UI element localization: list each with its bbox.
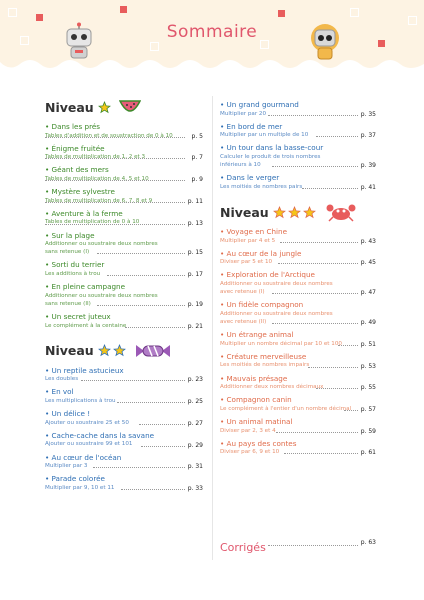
entry-title: • Géant des mers [45, 165, 109, 175]
level-label: Niveau [45, 99, 94, 115]
watermelon-icon [119, 99, 141, 115]
entry-title: • En vol [45, 387, 74, 397]
toc-entry[interactable] [220, 417, 376, 435]
toc-entry[interactable] [220, 143, 376, 169]
entry-page: p. 11 [187, 197, 203, 205]
entry-title: • Sorti du terrier [45, 260, 105, 270]
entry-page: p. 61 [360, 449, 376, 457]
entry-subtitle: Additionner deux nombres décimaux [220, 384, 324, 391]
entry-title: • Au pays des contes [220, 438, 297, 448]
crab-icon [326, 202, 356, 222]
toc-column-right [220, 100, 376, 460]
entry-subtitle: Calculer le produit de trois nombres [220, 153, 321, 160]
entry-title: • Un secret juteux [45, 312, 111, 322]
entry-subtitle: Additionner ou soustraire deux nombres [220, 280, 333, 287]
entry-subtitle: avec retenue (I) [220, 289, 265, 296]
entry-page: p. 9 [191, 176, 203, 184]
entry-title: • Cache-cache dans la savane [45, 430, 155, 440]
entry-title: • Un fidèle compagnon [220, 300, 304, 310]
entry-subtitle: Les doubles [45, 376, 79, 383]
toc-entry[interactable] [45, 474, 203, 492]
entry-subtitle: sans retenue (I) [45, 249, 90, 256]
entry-page: p. 47 [360, 289, 376, 297]
entry-title: • Exploration de l'Arctique [220, 270, 315, 280]
entry-subtitle: Tables de multiplication de 0 à 10 [45, 219, 140, 226]
entry-subtitle: Tables de multiplication de 4, 5 et 10 [45, 175, 149, 182]
toc-entry[interactable] [45, 409, 203, 427]
entry-subtitle: Ajouter ou soustraire 99 et 101 [45, 441, 133, 448]
entry-title: • Un reptile astucieux [45, 365, 124, 375]
entry-page: p. 7 [191, 154, 203, 162]
entry-title: • Dans le verger [220, 173, 280, 183]
toc-entry[interactable] [45, 453, 203, 471]
entry-title: • Aventure à la ferme [45, 208, 123, 218]
star-icon [273, 206, 286, 219]
entry-page: p. 37 [360, 132, 376, 140]
page-title: Sommaire [166, 22, 258, 42]
corriges-page: p. 63 [360, 539, 376, 546]
entry-subtitle: Diviser par 5 et 10 [220, 259, 273, 266]
toc-entry[interactable] [220, 249, 376, 267]
entry-page: p. 49 [360, 319, 376, 327]
entry-page: p. 59 [360, 427, 376, 435]
entry-subtitle: Le complément à la centaine [45, 322, 127, 329]
level-label: Niveau [45, 343, 94, 359]
toc-entry[interactable] [45, 122, 203, 140]
star-icon [288, 206, 301, 219]
toc-entry[interactable] [45, 260, 203, 278]
entry-subtitle: Les additions à trou [45, 270, 101, 277]
lion-robot-icon [305, 22, 345, 62]
toc-entry-corriges[interactable] [220, 536, 376, 554]
entry-title: • En pleine campagne [45, 282, 126, 292]
toc-entry[interactable] [220, 439, 376, 457]
entry-title: • Un grand gourmand [220, 100, 299, 109]
entry-page: p. 15 [187, 249, 203, 257]
level-2-heading [45, 340, 203, 362]
entry-page: p. 39 [360, 162, 376, 170]
entry-page: p. 19 [187, 301, 203, 309]
star-icon [113, 344, 126, 357]
entry-subtitle: Additionner ou soustraire deux nombres [220, 310, 333, 317]
entry-page: p. 55 [360, 384, 376, 392]
entry-title: • Sur la plage [45, 230, 95, 240]
entry-page: p. 51 [360, 340, 376, 348]
entry-subtitle: Tables d'addition et de soustraction de 0 à 10 [45, 132, 173, 139]
entry-page: p. 5 [191, 132, 203, 140]
entry-page: p. 25 [187, 398, 203, 406]
entry-subtitle: Diviser par 6, 9 et 10 [220, 449, 280, 456]
toc-entry[interactable] [45, 366, 203, 384]
toc-entry[interactable] [220, 300, 376, 326]
entry-title: • Compagnon canin [220, 395, 292, 405]
entry-subtitle: Les moitiés de nombres pairs [220, 183, 303, 190]
entry-page: p. 23 [187, 376, 203, 384]
entry-title: • Créature merveilleuse [220, 351, 307, 361]
toc-entry[interactable] [220, 374, 376, 392]
level-3-heading [220, 201, 376, 223]
entry-title: • Au cœur de la jungle [220, 248, 302, 258]
entry-subtitle: Ajouter ou soustraire 25 et 50 [45, 419, 129, 426]
entry-page: p. 29 [187, 441, 203, 449]
entry-page: p. 27 [187, 419, 203, 427]
entry-page: p. 13 [187, 219, 203, 227]
entry-page: p. 41 [360, 184, 376, 192]
toc-entry[interactable] [220, 330, 376, 348]
entry-subtitle: avec retenue (II) [220, 319, 267, 326]
entry-page: p. 53 [360, 362, 376, 370]
toc-entry[interactable] [45, 312, 203, 330]
entry-page: p. 21 [187, 322, 203, 330]
entry-subtitle: Tables de multiplication de 6, 7, 8 et 9 [45, 197, 153, 204]
entry-subtitle: Additionner ou soustraire deux nombres [45, 241, 158, 248]
toc-entry[interactable] [45, 282, 203, 308]
corriges-label: Corrigés [220, 541, 266, 554]
toc-entry[interactable] [220, 395, 376, 413]
entry-title: • Voyage en Chine [220, 227, 288, 237]
entry-subtitle: Multiplier par 9, 10 et 11 [45, 484, 115, 491]
toc-entry[interactable] [45, 231, 203, 257]
entry-page: p. 57 [360, 406, 376, 414]
entry-page: p. 45 [360, 259, 376, 267]
entry-subtitle: Le complément à l'entier d'un nombre décimal [220, 405, 352, 412]
toc-entry[interactable] [220, 227, 376, 245]
toc-entry[interactable] [220, 270, 376, 296]
entry-subtitle: Les moitiés de nombres impairs [220, 362, 310, 369]
entry-page: p. 33 [187, 484, 203, 492]
entry-title: • Au cœur de l'océan [45, 452, 122, 462]
toc-entry[interactable] [45, 144, 203, 162]
toc-entry[interactable] [220, 100, 376, 118]
toc-entry[interactable] [45, 431, 203, 449]
toc-entry[interactable] [45, 187, 203, 205]
toc-entry[interactable] [220, 122, 376, 140]
entry-title: • Mystère sylvestre [45, 187, 115, 197]
toc-entry[interactable] [45, 165, 203, 183]
entry-subtitle: inférieurs à 10 [220, 162, 261, 169]
entry-title: • Un animal matinal [220, 417, 293, 427]
entry-page: p. 35 [360, 110, 376, 118]
entry-page: p. 31 [187, 463, 203, 471]
star-icon [98, 101, 111, 114]
toc-entry[interactable] [45, 387, 203, 405]
entry-subtitle: Diviser par 2, 3 et 4 [220, 427, 276, 434]
entry-title: • Parade colorée [45, 474, 105, 484]
level-1-heading [45, 96, 203, 118]
candy-icon [136, 343, 170, 359]
column-divider [212, 96, 213, 560]
entry-subtitle: Multiplier par 4 et 5 [220, 237, 276, 244]
entry-title: • Mauvais présage [220, 373, 288, 383]
entry-subtitle: Les multiplications à trou [45, 397, 116, 404]
star-icon [98, 344, 111, 357]
entry-subtitle: sans retenue (II) [45, 300, 91, 307]
entry-title: • Un délice ! [45, 409, 91, 419]
entry-subtitle: Multiplier un nombre décimal par 10 et 100 [220, 340, 342, 347]
entry-title: • Un étrange animal [220, 330, 294, 340]
entry-page: p. 43 [360, 237, 376, 245]
entry-subtitle: Multiplier par 20 [220, 110, 267, 117]
header-wave [0, 60, 424, 74]
entry-subtitle: Additionner ou soustraire deux nombres [45, 292, 158, 299]
entry-subtitle: Tables de multiplication de 1, 2 et 3 [45, 154, 146, 161]
toc-entry[interactable] [45, 209, 203, 227]
entry-subtitle: Multiplier par un multiple de 10 [220, 132, 309, 139]
entry-title: • Dans les prés [45, 122, 101, 131]
toc-column-left [45, 96, 203, 496]
toc-entry[interactable] [220, 352, 376, 370]
star-icon [303, 206, 316, 219]
entry-title: • Un tour dans la basse-cour [220, 143, 324, 153]
level-label: Niveau [220, 204, 269, 220]
entry-title: • Énigme fruitée [45, 143, 105, 153]
toc-entry[interactable] [220, 173, 376, 191]
entry-subtitle: Multiplier par 3 [45, 463, 88, 470]
entry-title: • En bord de mer [220, 121, 283, 131]
entry-page: p. 17 [187, 271, 203, 279]
